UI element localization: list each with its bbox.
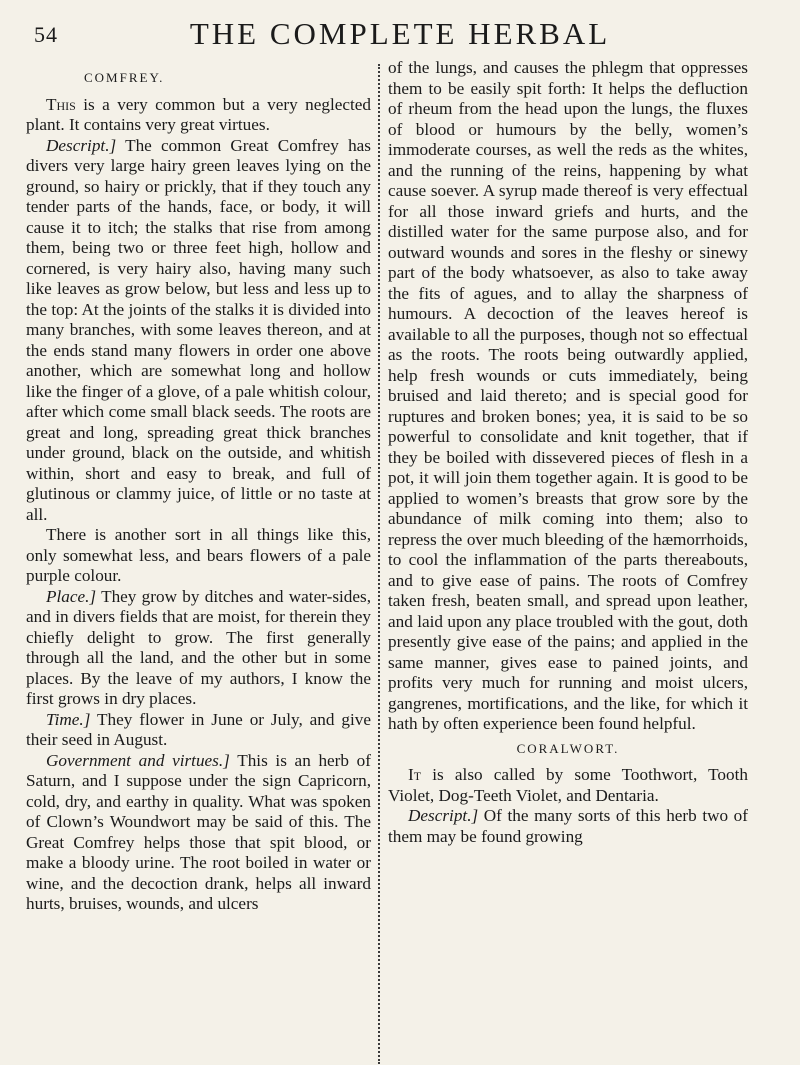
descript-label: Descript.] <box>46 135 117 155</box>
place-label: Place.] <box>46 586 97 606</box>
intro-first-word: This <box>46 94 76 114</box>
comfrey-intro <box>26 95 371 136</box>
section-heading-comfrey: COMFREY. <box>84 70 165 85</box>
coralwort-descript-text: Of the many sorts of this herb two of them may be found growing <box>388 806 748 846</box>
comfrey-time <box>26 710 371 751</box>
coralwort-description <box>388 806 748 847</box>
page-number: 54 <box>34 22 58 47</box>
government-text: This is an herb of Saturn, and I suppose under the sign Capricorn, cold, dry, and earthy in quality. What was spoken of Clown’s Woundwort may be said of this. The Great Comfrey helps those that spit blood, or make a bloody urine. The root boiled in water or wine, and the decoction drank, helps all inward hurts, bruises, wounds, and ulcers <box>26 750 371 913</box>
coralwort-intro <box>388 765 748 806</box>
place-text: They grow by ditches and water-sides, and in divers fields that are moist, for therein they chiefly delight to grow. The first generally through all the land, and the other but in some places. By the leave of my authors, I know the first grows in dry places. <box>26 586 371 708</box>
government-label: Government and virtues.] <box>46 750 230 770</box>
coralwort-descript-label: Descript.] <box>408 806 479 825</box>
descript-text: The common Great Comfrey has divers very large hairy green leaves lying on the ground, so hairy or prickly, that if they touch any tender parts of the hands, face, or body, it will cause it to itch; the stalks that rise from among them, being two or three feet high, hollow and cornered, is very hairy also, having many such like leaves as grow below, but less and less up to the top: At the joints of the stalks it is divided into many branches, with some leaves thereon, and at the ends stand many flowers in order one above another, which are somewhat long and hollow like the finger of a glove, of a pale whitish colour, after which come small black seeds. The roots are great and long, spreading great thick branches under ground, black on the outside, and whitish within, short and easy to break, and full of glutinous or clammy juice, of little or no taste at all. <box>26 135 371 524</box>
coralwort-intro-text: is also called by some Toothwort, Tooth Violet, Dog-Teeth Violet, and Dentaria. <box>388 765 748 805</box>
intro-text: is a very common but a very neglected plant. It contains very great virtues. <box>26 94 371 134</box>
comfrey-place <box>26 587 371 710</box>
time-label: Time.] <box>46 709 91 729</box>
comfrey-description <box>26 136 371 526</box>
section-heading-coralwort: CORALWORT. <box>516 740 620 756</box>
page-header <box>30 14 770 54</box>
running-title: THE COMPLETE HERBAL <box>189 16 611 51</box>
comfrey-continuation: of the lungs, and causes the phlegm that oppresses them to be easily spit forth: It helps the defluction of rheum from the head upon the lungs, the fluxes of blood or humours by the belly, women’s immoderate courses, as well the reds as the whites, and the running of the reins, happening by what cause soever. A syrup made thereof is very effectual for all those inward griefs and hurts, and the distilled water for the same purpose also, and for outward wounds and sores in the fleshy or sinewy part of the body whatsoever, as also to take away the fits of agues, and to allay the sharpness of humours. A decoction of the leaves hereof is available to all the purposes, though not so effectual as the roots. The roots being outwardly applied, help fresh wounds or cuts immediately, being bruised and laid thereto; and is special good for ruptures and broken bones; yea, it is said to be so powerful to consolidate and knit together, that if they be boiled with dissevered pieces of flesh in a pot, it will join them together again. It is good to be applied to women’s breasts that grow sore by the abundance of milk coming into them; also to repress the over much bleeding of the hæmorrhoids, to cool the inflammation of the parts thereabouts, and to give ease of pains. The roots of Comfrey taken fresh, beaten small, and spread upon leather, and laid upon any place troubled with the gout, doth presently give ease of the pains; and applied in the same manner, gives ease to pained joints, and profits very much for running and moist ulcers, gangrenes, mortifications, and the like, for which it hath by often experience been found helpful. <box>388 58 748 733</box>
coralwort-intro-first-word: It <box>408 765 422 784</box>
right-column <box>388 58 748 847</box>
comfrey-government <box>26 751 371 915</box>
comfrey-another-sort: There is another sort in all things like this, only somewhat less, and bears flowers of a pale purple colour. <box>26 525 371 585</box>
left-column <box>26 58 371 915</box>
column-divider <box>378 64 380 1064</box>
time-text: They flower in June or July, and give their seed in August. <box>26 709 371 749</box>
